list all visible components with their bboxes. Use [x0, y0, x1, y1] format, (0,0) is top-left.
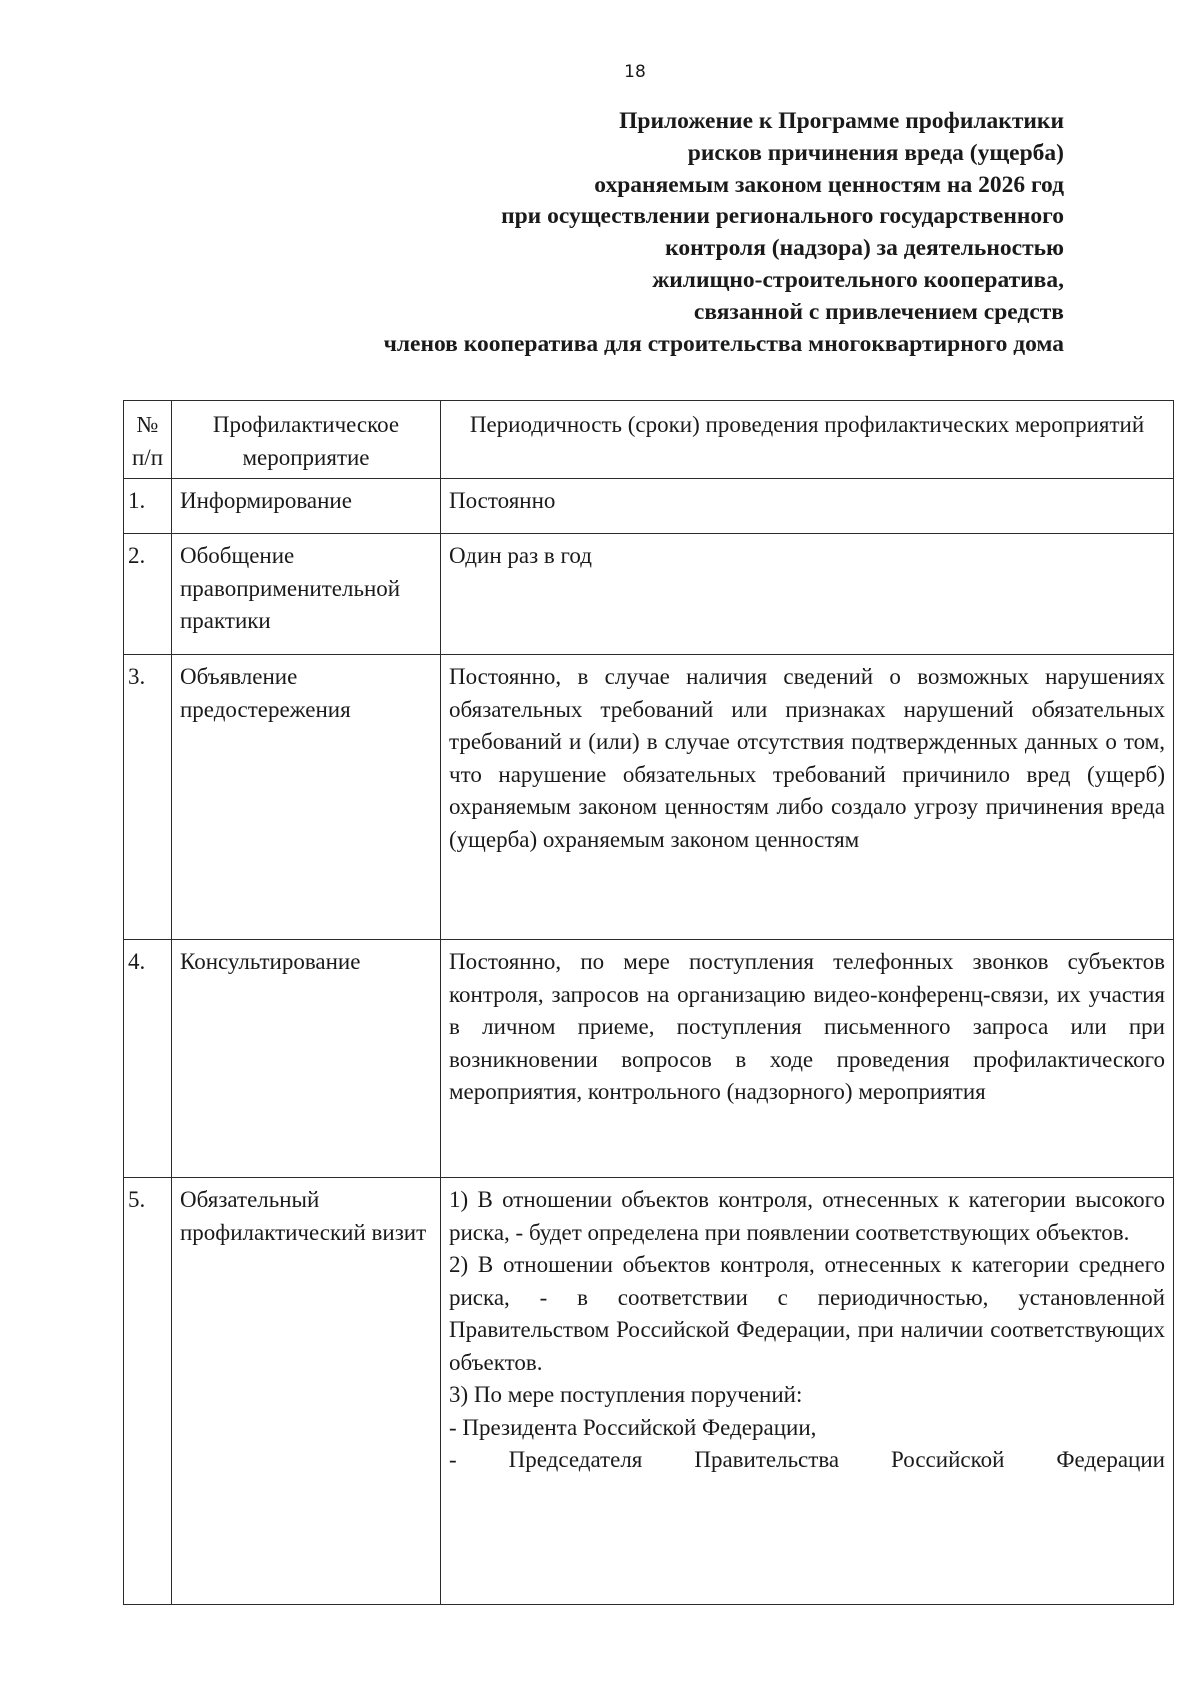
period-text: Один раз в год [449, 543, 592, 568]
header-line: жилищно-строительного кооператива, [652, 266, 1064, 293]
period-text: Постоянно, в случае наличия сведений о возможных нарушениях обязательных требований или признаках нарушений обязательных требований и (или) в случае отсутствия подтвержденных данных о том, что нарушение обязательных требований причинило вред (ущерб) охраняемым законом ценностям либо создало угрозу причинения вреда (ущерба) охраняемым законом ценностям [449, 664, 1165, 852]
table-row [124, 479, 1174, 534]
prevention-measures-table [123, 400, 1174, 1605]
table-row [124, 940, 1174, 1178]
header-line: контроля (надзора) за деятельностью [665, 235, 1064, 262]
header-line: членов кооператива для строительства многоквартирного дома [383, 330, 1064, 357]
header-line: Приложение к Программе профилактики [619, 108, 1064, 134]
row-event: Информирование [172, 479, 441, 534]
row-number: 5. [124, 1178, 172, 1605]
table-header-row [124, 401, 1174, 479]
header-line: рисков причинения вреда (ущерба) [687, 139, 1064, 166]
period-text: 1) В отношении объектов контроля, отнесенных к категории высокого риска, - будет определена при появлении соответствующих объектов. [449, 1187, 1165, 1245]
row-event: Обобщение правоприменительной практики [172, 534, 441, 655]
row-period [441, 534, 1174, 655]
row-period [441, 479, 1174, 534]
header-line: при осуществлении регионального государственного [501, 203, 1064, 230]
row-number: 1. [124, 479, 172, 534]
page-number: 18 [624, 62, 646, 82]
row-period [441, 940, 1174, 1178]
row-number: 4. [124, 940, 172, 1178]
row-event: Обязательный профилактический визит [172, 1178, 441, 1605]
document-header [204, 106, 1064, 360]
row-event: Консультирование [172, 940, 441, 1178]
header-event: Профилактическое мероприятие [172, 401, 441, 479]
header-line: связанной с привлечением средств [693, 298, 1064, 325]
table-row [124, 1178, 1174, 1605]
header-period: Периодичность (сроки) проведения профилактических мероприятий [441, 401, 1174, 479]
period-text: 3) По мере поступления поручений: [449, 1382, 803, 1407]
period-text: 2) В отношении объектов контроля, отнесенных к категории среднего риска, - в соответствии с периодичностью, установленной Правительством Российской Федерации, при наличии соответствующих объектов. [449, 1252, 1165, 1375]
header-num: № п/п [124, 401, 172, 479]
period-text: Постоянно, по мере поступления телефонных звонков субъектов контроля, запросов на организацию видео-конференц-связи, их участия в личном приеме, поступления письменного запроса или при возникновении вопросов в ходе проведения профилактического мероприятия, контрольного (надзорного) мероприятия [449, 949, 1165, 1104]
table-row [124, 534, 1174, 655]
row-period [441, 655, 1174, 940]
table-row [124, 655, 1174, 940]
row-number: 2. [124, 534, 172, 655]
row-event: Объявление предостережения [172, 655, 441, 940]
period-text: - Председателя Правительства Российской Федерации [449, 1447, 1165, 1472]
row-number: 3. [124, 655, 172, 940]
row-period [441, 1178, 1174, 1605]
period-text: Постоянно [449, 488, 556, 513]
period-text: - Президента Российской Федерации, [449, 1414, 817, 1440]
header-line: охраняемым законом ценностям на 2026 год [594, 171, 1064, 198]
